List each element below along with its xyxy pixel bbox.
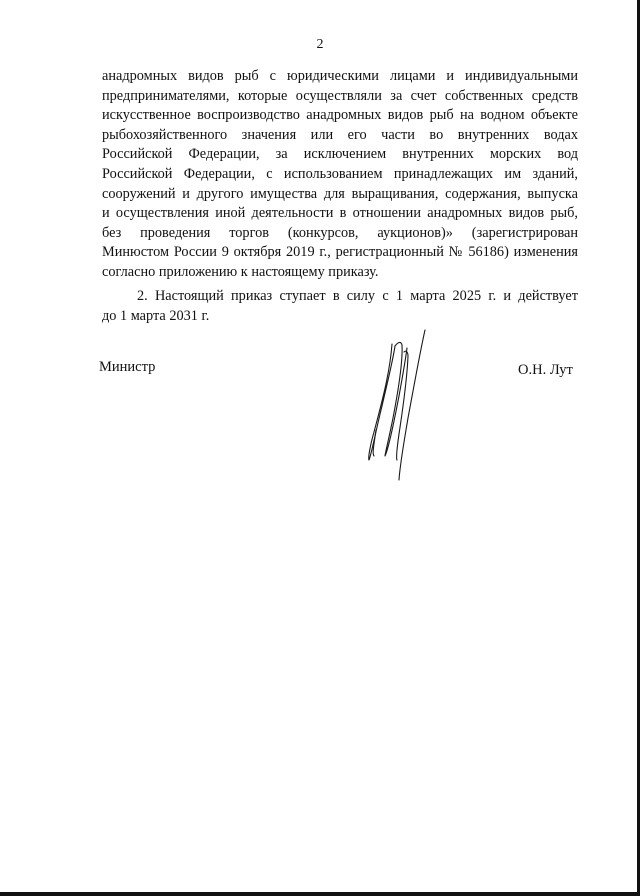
text-line: до 1 марта 2031 г.	[102, 307, 210, 324]
text-line: предпринимателями, которые осуществляли за счет собственных средств	[102, 87, 578, 104]
text-line: рыбохозяйственного значения или его части во внутренних водах	[102, 126, 578, 143]
text-line: Российской Федерации, за исключением внутренних морских вод	[102, 146, 578, 163]
text-line: сооружений и другого имущества для выращивания, содержания, выпуска	[102, 185, 578, 202]
handwritten-signature	[352, 322, 442, 482]
page-number: 2	[316, 37, 324, 52]
text-line: искусственное воспроизводство анадромных видов рыб на водном объекте	[102, 107, 578, 124]
text-line: Российской Федерации, с использованием принадлежащих им зданий,	[102, 165, 578, 182]
text-line: анадромных видов рыб с юридическими лицами и индивидуальными	[102, 68, 578, 84]
paragraph-item-2	[102, 287, 578, 326]
signatory-title: Министр	[99, 359, 156, 375]
text-line: 2. Настоящий приказ ступает в силу с 1 марта 2025 г. и действует	[137, 288, 578, 304]
signatory-name: О.Н. Лут	[518, 362, 573, 378]
text-line: без проведения торгов (конкурсов, аукционов)» (зарегистрирован	[102, 224, 578, 241]
text-line: Минюстом России 9 октября 2019 г., регистрационный № 56186) изменения	[102, 244, 578, 261]
scan-edge-bottom	[0, 892, 640, 896]
text-line: согласно приложению к настоящему приказу.	[102, 263, 379, 280]
paragraph-continuation	[102, 67, 578, 283]
text-line: и осуществления иной деятельности в отношении анадромных видов рыб,	[102, 205, 578, 222]
